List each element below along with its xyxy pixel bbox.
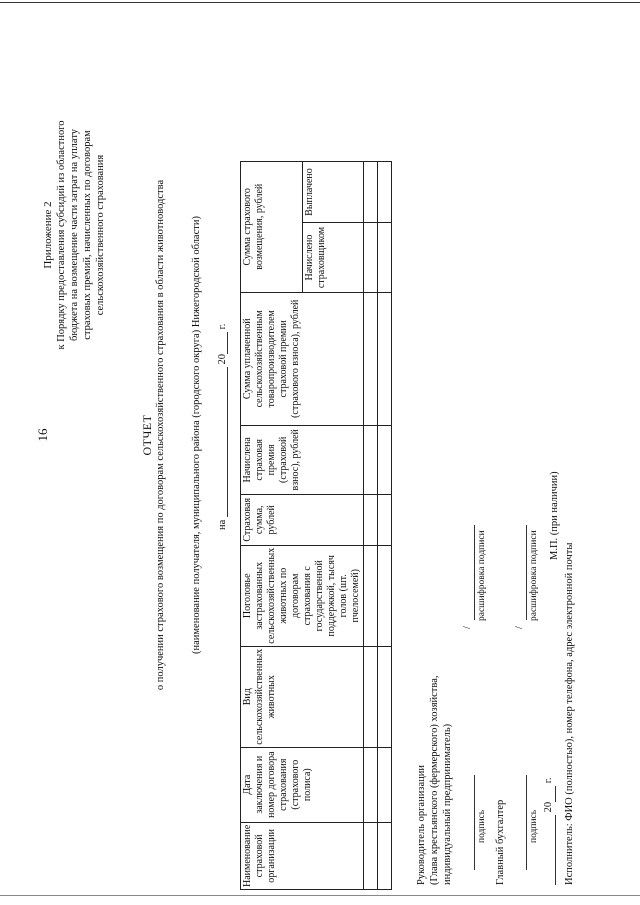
accountant-decode-line [526,525,527,620]
head-decode-caption: расшифровка подписи [477,530,487,621]
accountant-sign-caption: подпись [529,809,539,843]
recipient-field [190,125,202,745]
appendix-line: сельскохозяйственного страхования [95,154,106,316]
date-prefix: на [217,519,228,530]
accountant-sign-line [526,775,527,870]
table-header-row [241,161,303,889]
col-header-compensation: Сумма страхового возмещения, рублей [241,161,303,292]
col-header-kind: Вид сельскохозяйственных животных [241,646,364,747]
col-header-count: Поголовье застрахованных сельскохозяйственных животных по договорам страхования с государственной поддержкой, тысяч голов (шт. пчелосемей) [241,545,364,646]
col-header-comp-charged: Начислено страховщиком [302,223,364,293]
report-subtitle: о получении страхового возмещения по договорам сельскохозяйственного страхования в области животноводства [155,179,166,691]
appendix-line: к Порядку предоставления субсидий из областного [56,120,67,350]
col-header-comp-paid: Выплачено [302,161,364,222]
appendix-block [42,80,107,390]
head-decode-line [474,525,475,620]
recipient-caption: (наименование получателя, муниципального района (городского округа) Нижегородской области) [191,216,202,654]
col-header-contract: Дата заключения и номер договора страхования (страхового полиса) [241,747,364,822]
appendix-line: страховых премий, начисленных по договорам [82,130,93,340]
date-suffix: г. [217,323,228,330]
head-sign-caption: подпись [477,809,487,843]
accountant-decode-caption: расшифровка подписи [529,530,539,621]
accountant-slash: / [514,626,525,629]
report-title: ОТЧЕТ [140,414,154,456]
col-header-org: Наименование страховой организации [241,822,364,889]
appendix-line: бюджета на возмещение части затрат на уплату [69,128,80,342]
appendix-label: Приложение 2 [42,201,54,269]
date-year: 20 [217,353,228,365]
executor-line: Исполнитель: ФИО (полностью), номер телефона, адрес электронной почты [564,542,575,885]
col-header-sum: Страховая сумма, рублей [241,494,364,545]
report-table [240,161,392,890]
col-header-paid: Сумма уплаченной сельскохозяйственным товаропроизводителем страховой премии (страхового взноса), рублей [241,292,364,425]
head-sign-line [474,775,475,870]
accountant-label: Главный бухгалтер [495,799,506,885]
table-row [364,161,378,889]
seal-note: М.П. (при наличии) [549,471,560,560]
col-header-premium: Начислена страховая премия (страховой взнос), рублей [241,425,364,494]
table-row [378,161,392,889]
head-slash: / [462,626,473,629]
page-number: 16 [35,428,50,442]
report-date [216,324,228,530]
signature-date: 20 г. [542,778,556,886]
head-signature-label: Руководитель организации (Глава крестьянского (фермерского) хозяйства, индивидуальный предприниматель) [416,675,453,885]
